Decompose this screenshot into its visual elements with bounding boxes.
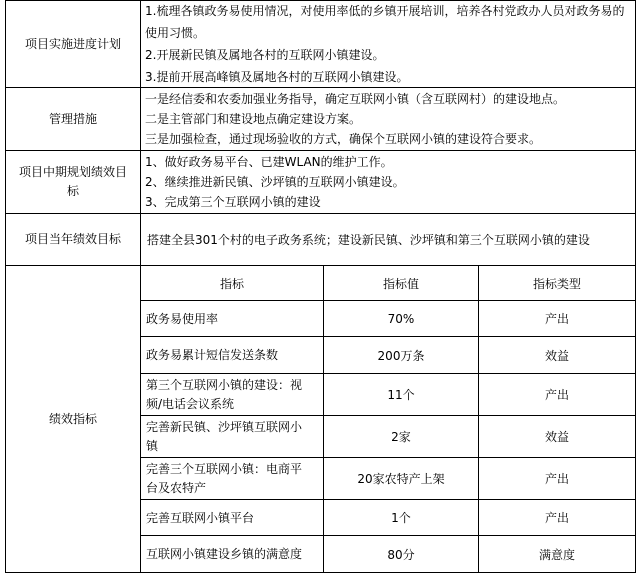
kpi-value: 200万条 [377,348,425,363]
kpi-name: 第三个互联网小镇的建设：视 频/电话会议系统 [146,377,303,411]
progress-content [141,1,635,87]
progress-line: 2.开展新民镇及属地各村的互联网小镇建设。 [145,48,385,62]
management-line: 二是主管部门和建设地点确定建设方案。 [145,112,362,126]
progress-line: 1.梳理各镇政务易使用情况，对使用率低的乡镇开展培训，培养各村党政办人员对政务易的 [145,4,625,18]
kpi-header-indicator: 指标 [219,276,244,291]
kpi-value: 1个 [391,511,411,525]
annual-label: 项目当年绩效目标 [24,232,121,246]
border-bottom [5,572,636,573]
kpi-type: 产出 [544,472,569,486]
kpi-name: 完善互联网小镇平台 [146,510,255,525]
midterm-line: 3、完成第三个互联网小镇的建设 [145,195,321,209]
kpi-value: 2家 [391,430,411,444]
kpi-value: 11个 [387,388,415,402]
management-line: 一是经信委和农委加强业务指导，确定互联网小镇（含互联网村）的建设地点。 [145,92,566,106]
midterm-content [141,151,635,213]
kpi-label: 绩效指标 [48,411,97,426]
kpi-name: 政务易使用率 [146,311,219,326]
midterm-line: 1、做好政务易平台、已建WLAN的维护工作。 [145,155,393,169]
progress-label: 项目实施进度计划 [24,36,121,51]
kpi-type: 效益 [544,430,569,444]
kpi-name: 完善三个互联网小镇：电商平 台及农特产 [146,461,303,495]
management-content [141,88,635,150]
kpi-type: 效益 [544,348,569,363]
kpi-name: 完善新民镇、沙坪镇互联网小 镇 [146,419,303,453]
kpi-name: 政务易累计短信发送条数 [146,348,279,362]
kpi-name: 互联网小镇建设乡镇的满意度 [146,547,303,561]
kpi-value: 80分 [387,547,415,562]
kpi-type: 满意度 [538,547,575,562]
progress-line: 使用习惯。 [145,26,206,40]
kpi-value: 70% [387,311,415,326]
annual-content: 搭建全县301个村的电子政务系统；建设新民镇、沙坪镇和第三个互联网小镇的建设 [147,232,590,247]
kpi-type: 产出 [544,511,569,525]
performance-table [5,0,636,573]
kpi-type: 产出 [544,388,569,402]
midterm-line: 2、继续推进新民镇、沙坪镇的互联网小镇建设。 [145,175,405,189]
kpi-value: 20家农特产上架 [357,472,445,486]
kpi-header-type: 指标类型 [532,276,581,291]
border-right [635,0,636,573]
midterm-label: 项目中期规划绩效目 标 [18,165,127,198]
management-label: 管理措施 [48,111,97,126]
kpi-header-value: 指标值 [382,276,419,291]
management-line: 三是加强检查，通过现场验收的方式，确保个互联网小镇的建设符合要求。 [145,132,542,146]
progress-line: 3.提前开展高峰镇及属地各村的互联网小镇建设。 [145,70,409,84]
kpi-type: 产出 [544,312,569,326]
